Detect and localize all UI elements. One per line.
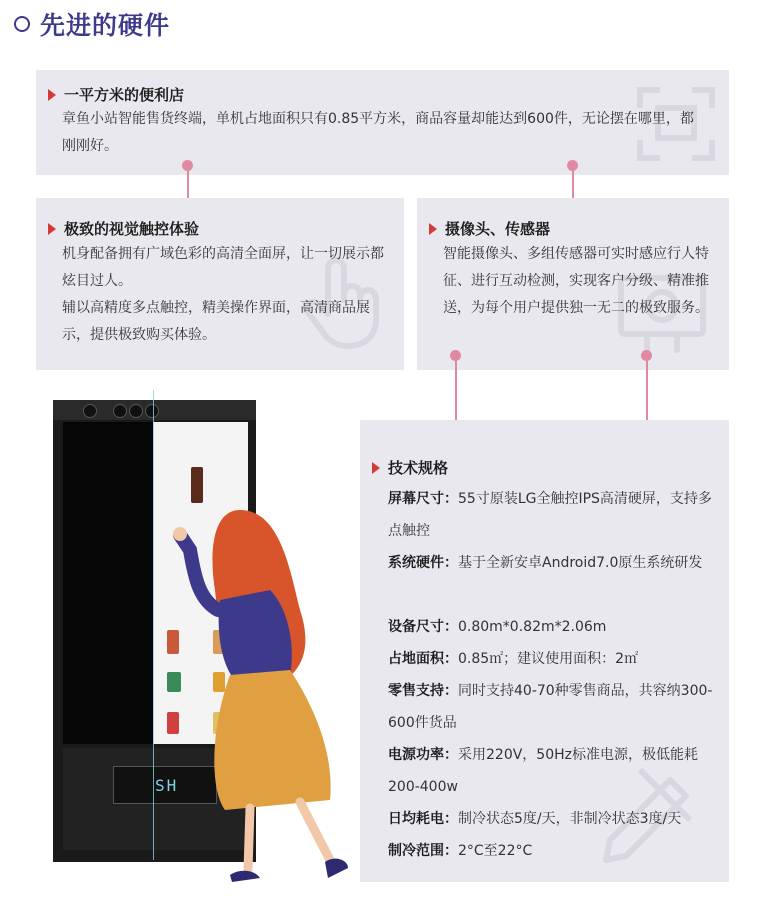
spec-row: 制冷范围：2°C至22°C (388, 843, 533, 859)
card-visual (36, 198, 404, 370)
specs-title: 技术规格 (388, 459, 449, 477)
spec-row: 屏幕尺寸：55寸原装LG全触控IPS高清硬屏，支持多点触控 (388, 491, 712, 539)
connector-dot (182, 160, 193, 171)
card-camera (417, 198, 729, 370)
page-header (14, 6, 170, 42)
card-visual-text-1: 机身配备拥有广域色彩的高清全面屏，让一切展示都炫目过人。 (62, 246, 384, 289)
kiosk-header (53, 400, 256, 420)
card-visual-text-2: 辅以高精度多点触控，精美操作界面，高清商品展示，提供极致购买体验。 (62, 300, 370, 343)
spec-row: 占地面积：0.85㎡；建议使用面积：2㎡ (388, 651, 639, 667)
camera-icon (83, 404, 97, 418)
kiosk-divider-line (153, 390, 154, 860)
card-store-title: 一平方米的便利店 (64, 86, 185, 104)
card-camera-text: 智能摄像头、多组传感器可实时感应行人特征、进行互动检测，实现客户分级、精准推送，为每个用户提供独一无二的极致服务。 (443, 246, 709, 316)
circle-icon (14, 16, 30, 32)
woman-illustration (170, 490, 370, 895)
spec-row: 设备尺寸：0.80m*0.82m*2.06m (388, 619, 607, 635)
triangle-bullet-icon (372, 462, 380, 474)
spec-row: 零售支持：同时支持40-70种零售商品，共容纳300-600件货品 (388, 683, 713, 731)
camera-icon (129, 404, 143, 418)
kiosk-logo-text: SH (155, 776, 179, 795)
camera-icon (145, 404, 159, 418)
camera-icon (113, 404, 127, 418)
triangle-bullet-icon (429, 223, 437, 235)
spec-row: 电源功率：采用220V，50Hz标准电源，极低能耗200-400w (388, 747, 698, 795)
card-store (36, 70, 729, 175)
page-title: 先进的硬件 (40, 11, 171, 40)
spec-row: 系统硬件：基于全新安卓Android7.0原生系统研发 (388, 555, 703, 571)
kiosk-screen-off (63, 422, 153, 744)
triangle-bullet-icon (48, 89, 56, 101)
triangle-bullet-icon (48, 223, 56, 235)
spec-row: 日均耗电：制冷状态5度/天，非制冷状态3度/天 (388, 811, 682, 827)
card-visual-title: 极致的视觉触控体验 (64, 220, 200, 238)
card-camera-title: 摄像头、传感器 (445, 220, 551, 238)
card-store-text: 章鱼小站智能售货终端，单机占地面积只有0.85平方米，商品容量却能达到600件，无论摆在哪里，都刚刚好。 (62, 111, 694, 154)
connector-dot (567, 160, 578, 171)
